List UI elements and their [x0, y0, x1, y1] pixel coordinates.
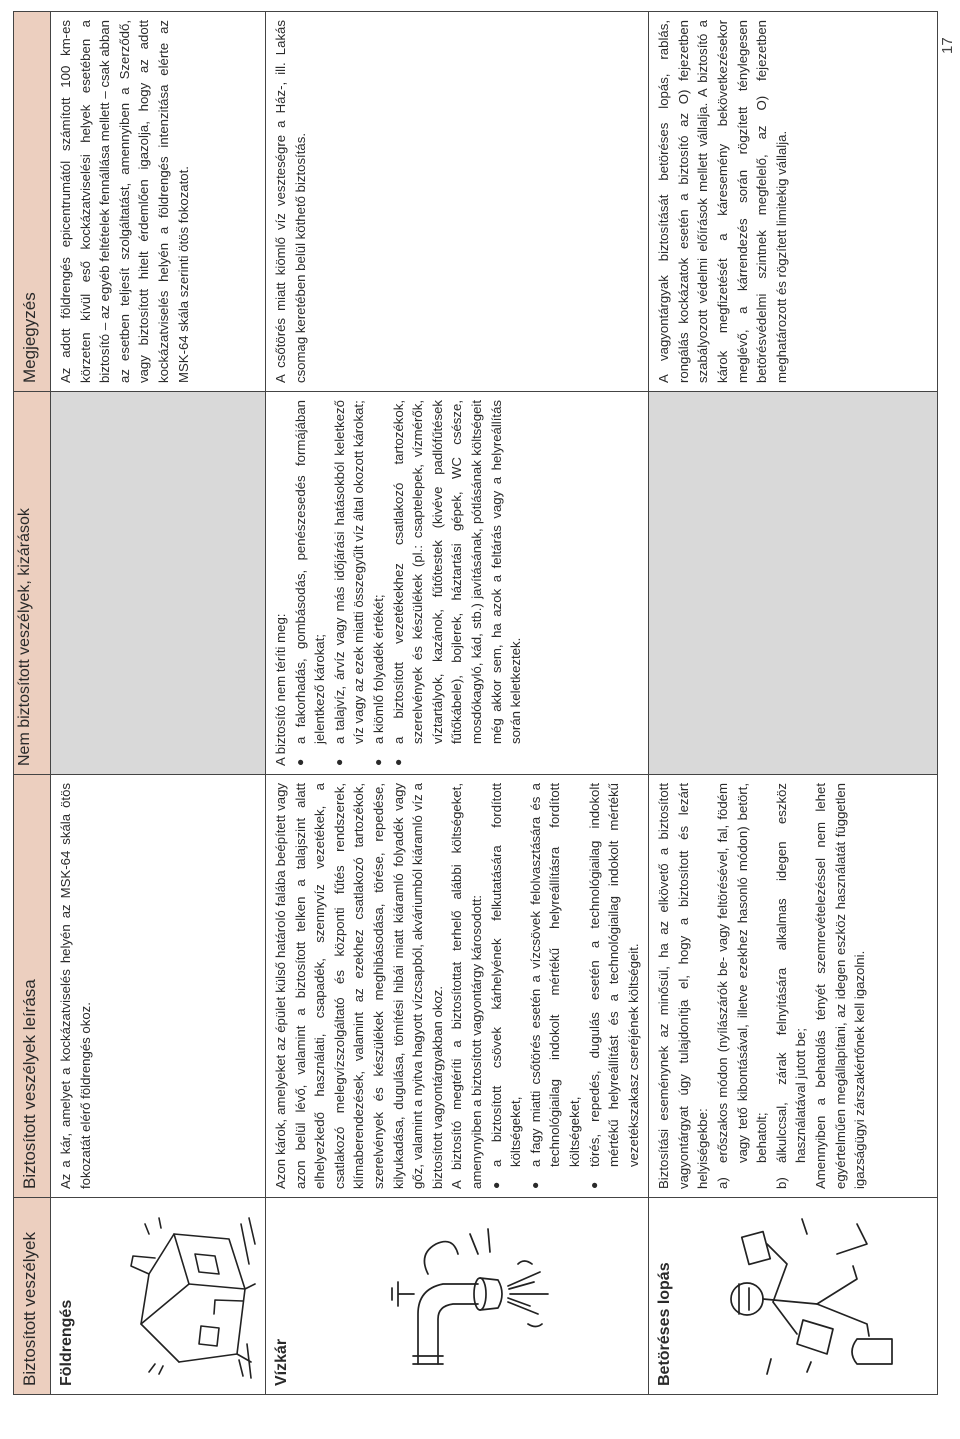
list-item: ● a talajvíz, árvíz vagy más időjárási hatásokból keletkező víz vagy az ezek miatti összegyűlt víz által okozott károkat; [330, 400, 369, 744]
peril-title-water: Vízkár [273, 1338, 290, 1386]
table-row-earthquake [51, 12, 266, 1395]
not-covered-water [266, 392, 649, 775]
table-row-water [266, 12, 649, 1395]
list-item [772, 783, 811, 1189]
burglar-icon [707, 1214, 897, 1384]
description-burglary-outro: Amennyiben a behatolás tényét szemrevételezéssel nem lehet egyértelműen megállapítani, az idegen eszköz használatát független igazságügyi zárszakértőnek kell igazolni. [813, 783, 868, 1189]
page-number: 17 [939, 37, 956, 54]
list-item-text: álkulccsal, zárak felnyitására alkalmas idegen eszköz használatával jutott be; [773, 783, 809, 1163]
list-marker: b) [773, 1177, 789, 1189]
header-peril: Biztosított veszélyek [14, 1198, 51, 1395]
list-item: ● a fagy miatti csőtörés esetén a vízcsövek felolvasztására és a technológiailag indokolt mértékű helyreállításra fordított költségeket, [526, 783, 585, 1167]
description-water [266, 775, 649, 1198]
header-description: Biztosított veszélyek leírása [14, 775, 51, 1198]
perils-table [13, 11, 938, 1395]
leaking-pipe-icon [358, 1209, 558, 1384]
list-item: ● a biztosított vezetékekhez csatlakozó tartozékok, szerelvények és készülékek (pl.: csaptelepek, vízmérők, víztartályok, kazánok, fűtőtestek (kivéve padlófűtések fűtőkábele), bojlerek, háztartási gépek, WC csésze, mosdókagyló, kád, stb.) javításának, pótlásának költségeit még akkor sem, ha azok a feltárás vagy a helyreállítás során keletkeztek. [389, 400, 526, 744]
description-water-paragraph-1: Azon károk, amelyeket az épület külső határoló falába beépített vagy azon belül lévő, valamint a biztosított telken a talajszint alatt elhelyezkedő használati, csapadék, szennyvíz vezetékek, a csatlakozó melegvízszolgáltató és központi fűtés rendszerek, klímaberendezések, valamint az ezekhez csatlakozó tartozékok, szerelvények és készülékek meghibásodása, törése, repedése, kilyukadása, dugulása, tömítési hibái miatt kiáramló folyadék vagy gőz, valamint a nyitva hagyott vízcsapból, akváriumból kiáramló víz a biztosított vagyontárgyakban okoz. [273, 783, 445, 1189]
not-covered-water-intro: A biztosító nem téríti meg: [273, 613, 288, 766]
list-item: ● a kiömlő folyadék értékét; [369, 400, 389, 744]
list-item [713, 783, 772, 1189]
list-item: ● törés, repedés, dugulás esetén a technológiailag indokolt mértékű helyreállítást és a technológiailag indokolt mértékű vezetékszakasz cseréjének költségeit. [585, 783, 644, 1167]
peril-title-burglary: Betöréses lopás [656, 1262, 674, 1386]
notes-earthquake: Az adott földrengés epicentrumától számított 100 km-es körzeten kívül eső kockázatviselési helyek esetében a biztosító – az egyéb feltételek fennállása mellett – csak abban az esetben teljesít szolgáltatást, amennyiben a Szerződő, vagy biztosított hitelt érdemlően igazolja, hogy az adott kockázatviselés helyén a földrengés intenzitása elérte az MSK-64 skála szerinti ötös fokozatot. [51, 12, 266, 392]
not-covered-earthquake [51, 392, 266, 775]
description-water-paragraph-2: A biztosító megtéríti a biztosítottat terhelő alábbi költségeket, amenynyiben a biztosított vagyontárgy károsodott: [449, 783, 484, 1189]
description-earthquake: Az a kár, amelyet a kockázatviselés helyén az MSK-64 skála ötös fokozatát elérő földrengés okoz. [51, 775, 266, 1198]
peril-title-earthquake: Földrengés [58, 1299, 75, 1386]
description-burglary-list [713, 783, 811, 1189]
peril-cell-water [266, 1198, 649, 1395]
not-covered-water-list [291, 400, 526, 766]
peril-cell-earthquake [51, 1198, 266, 1395]
peril-cell-burglary [649, 1198, 938, 1395]
list-item: ● a biztosított csövek kárhelyének felkutatására fordított költségeket, [487, 783, 526, 1167]
list-item-text: erőszakos módon (nyílászárók be- vagy feltörésével, fal, födém vagy tető kibontásával, illetve ezekhez hasonló módon) betört, behatolt; [715, 783, 770, 1163]
table-header-row [14, 12, 51, 1395]
list-marker: a) [715, 1177, 731, 1189]
description-burglary-intro: Biztosítási eseménynek az minősül, ha az elkövető a biztosított vagyontárgyat úgy tulajdonítja el, hogy a biztosított és lezárt helyiségekbe: [656, 783, 711, 1189]
description-burglary [649, 775, 938, 1198]
notes-water: A csőtörés miatt kiömlő víz veszteségre a Ház-, ill. Lakás csomag keretében belül köthető biztosítás. [266, 12, 649, 392]
not-covered-burglary [649, 392, 938, 775]
list-item: ● a fakorhadás, gombásodás, penészesedés formájában jelentkező károkat; [291, 400, 330, 744]
earthquake-house-icon [119, 1214, 259, 1384]
header-notes: Megjegyzés [14, 12, 51, 392]
header-not-covered: Nem biztosított veszélyek, kizárások [14, 392, 51, 775]
description-water-list [487, 783, 644, 1189]
notes-burglary: A vagyontárgyak biztosítását betöréses lopás, rablás, rongálás kockázatok esetén a biztosító az O) fejezetben szabályozott védelmi előírások mellett vállalja. A biztosító a károk megfizetését a káresemény bekövetkezésekor meglévő, a kárrendezés során rögzített ténylegesen betörésvédelmi szintnek megfelelő, az O) fejezetben meghatározott és rögzített limitekig vállalja. [649, 12, 938, 392]
table-row-burglary [649, 12, 938, 1395]
